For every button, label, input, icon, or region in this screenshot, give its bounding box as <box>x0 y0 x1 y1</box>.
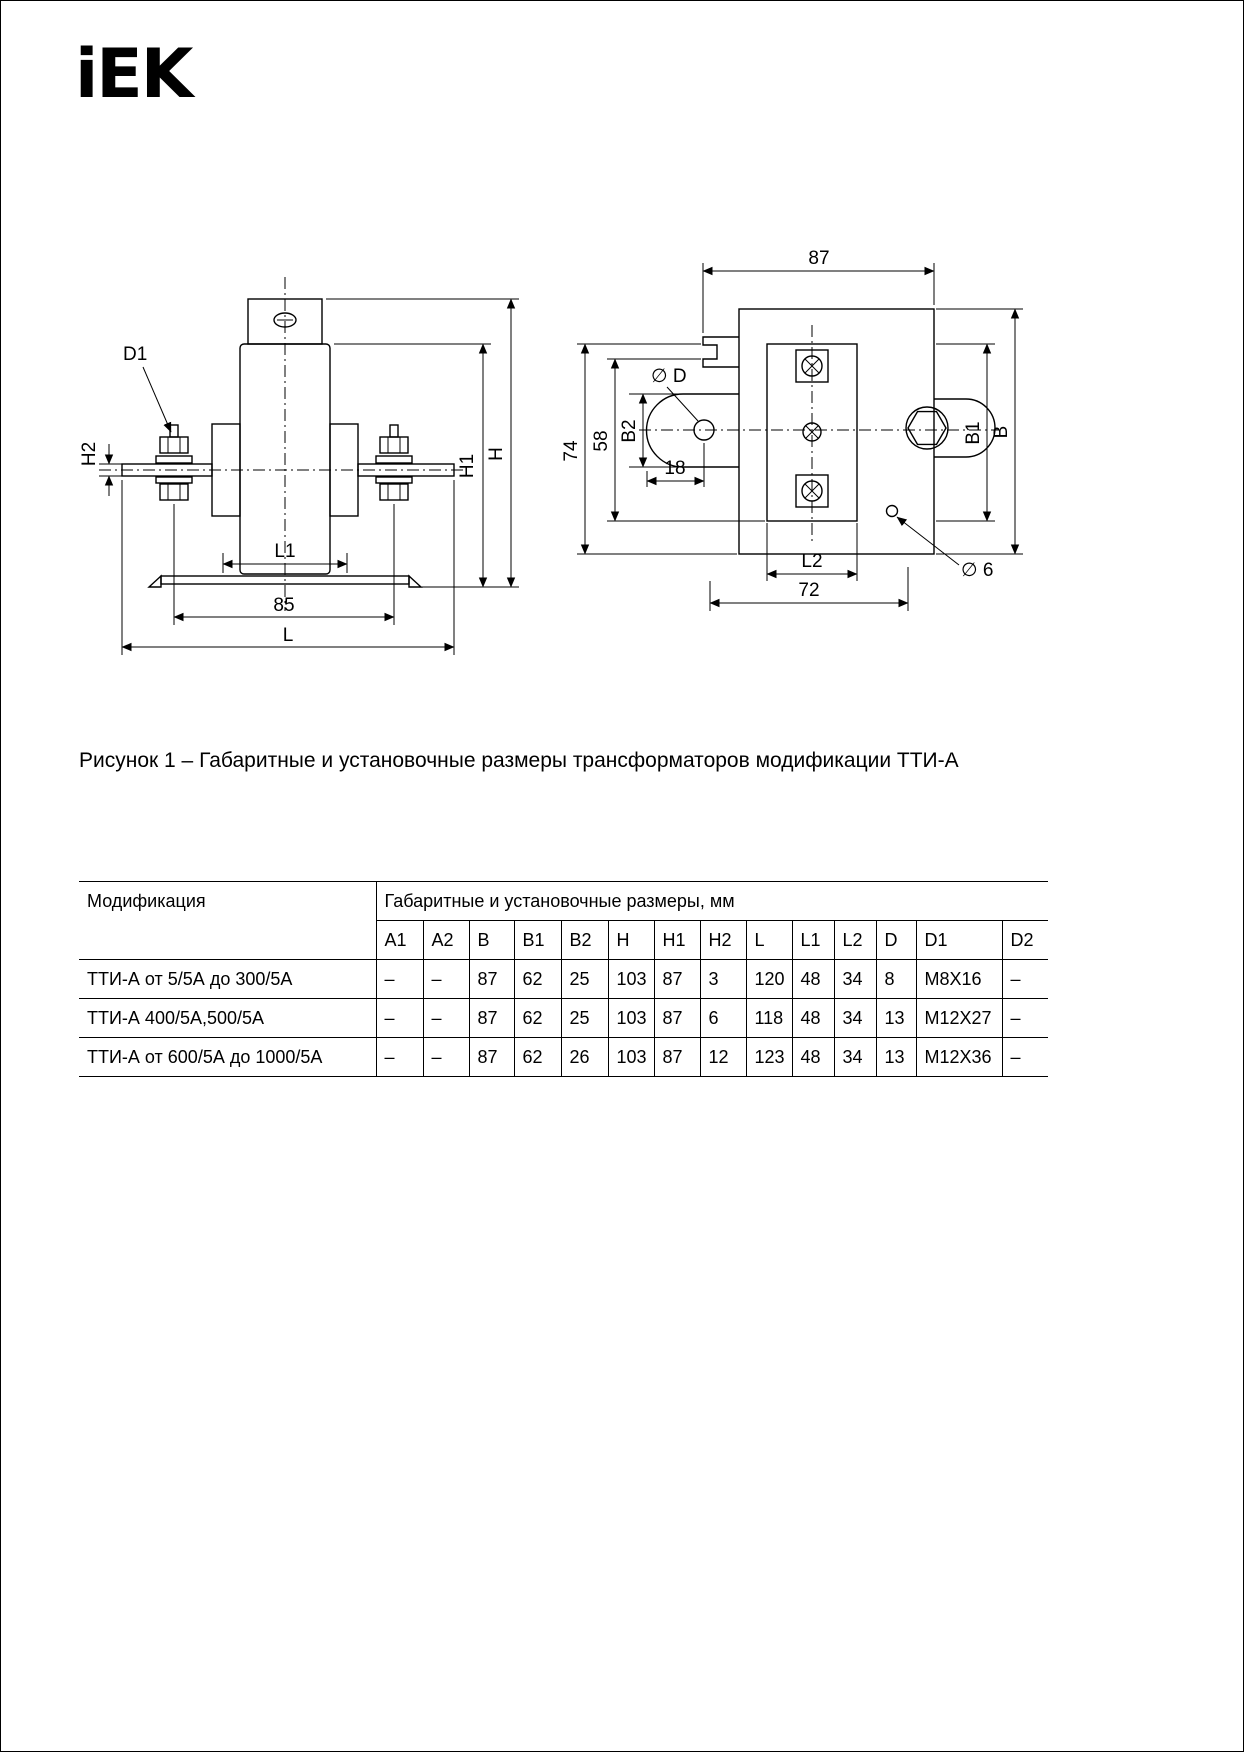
cell: 120 <box>746 960 792 999</box>
cell: 103 <box>608 999 654 1038</box>
cell: – <box>1002 960 1048 999</box>
label-h2: H2 <box>79 441 100 467</box>
label-h1: H1 <box>457 453 478 479</box>
dimensions-table <box>79 881 1048 1077</box>
cell: 62 <box>514 999 561 1038</box>
cell: – <box>1002 999 1048 1038</box>
col-h2: Н2 <box>700 921 746 960</box>
label-b1: B1 <box>963 421 984 445</box>
cell: – <box>423 999 469 1038</box>
cell: 62 <box>514 960 561 999</box>
col-d2: D2 <box>1002 921 1048 960</box>
cell: 13 <box>876 1038 916 1077</box>
cell: 48 <box>792 1038 834 1077</box>
side-view-dimensions <box>577 263 1023 611</box>
left-bolt <box>156 425 192 500</box>
hex-bolt <box>908 412 946 445</box>
col-b: В <box>469 921 514 960</box>
label-l2: L2 <box>801 551 823 572</box>
cell: 87 <box>469 960 514 999</box>
cell: 25 <box>561 960 608 999</box>
row-modification: ТТИ-А от 5/5А до 300/5А <box>79 960 376 999</box>
cell: – <box>423 960 469 999</box>
col-l2: L2 <box>834 921 876 960</box>
col-a1: А1 <box>376 921 423 960</box>
label-74: 74 <box>561 440 582 462</box>
label-72: 72 <box>798 580 820 601</box>
cell: 34 <box>834 1038 876 1077</box>
col-a2: А2 <box>423 921 469 960</box>
cell: 87 <box>469 1038 514 1077</box>
table-row <box>79 960 1048 999</box>
cell: – <box>376 999 423 1038</box>
col-l1: L1 <box>792 921 834 960</box>
label-d1: D1 <box>123 344 148 365</box>
cell: 87 <box>469 999 514 1038</box>
cell: М12Х27 <box>916 999 1002 1038</box>
label-18: 18 <box>664 458 686 479</box>
row-modification: ТТИ-А 400/5А,500/5А <box>79 999 376 1038</box>
side-body <box>739 309 934 554</box>
cell: 62 <box>514 1038 561 1077</box>
figure-caption: Рисунок 1 – Габаритные и установочные размеры трансформаторов модификации ТТИ-А <box>79 749 959 772</box>
cell: 87 <box>654 1038 700 1077</box>
header-dimensions-group: Габаритные и установочные размеры, мм <box>376 882 1048 921</box>
cell: 48 <box>792 960 834 999</box>
label-b: B <box>991 425 1012 439</box>
cell: 8 <box>876 960 916 999</box>
dimension-drawings <box>59 229 1119 679</box>
hex-bolt-circle <box>906 407 948 449</box>
label-l: L <box>282 625 294 646</box>
cell: 87 <box>654 960 700 999</box>
right-bolt <box>376 425 412 500</box>
label-l1: L1 <box>274 541 296 562</box>
iek-logo: iEK <box>75 35 192 114</box>
col-b2: В2 <box>561 921 608 960</box>
cell: 103 <box>608 1038 654 1077</box>
hole-6 <box>887 506 898 517</box>
col-h1: Н1 <box>654 921 700 960</box>
cell: 13 <box>876 999 916 1038</box>
cell: – <box>423 1038 469 1077</box>
col-l: L <box>746 921 792 960</box>
side-view <box>639 309 999 554</box>
cell: 48 <box>792 999 834 1038</box>
mounting-tab <box>703 337 739 367</box>
col-d: D <box>876 921 916 960</box>
label-87: 87 <box>808 248 830 269</box>
cell: 123 <box>746 1038 792 1077</box>
cell: 25 <box>561 999 608 1038</box>
cell: – <box>376 960 423 999</box>
cell: 118 <box>746 999 792 1038</box>
table-row <box>79 1038 1048 1077</box>
label-b2: B2 <box>619 419 640 443</box>
cell: 87 <box>654 999 700 1038</box>
cell: 26 <box>561 1038 608 1077</box>
col-b1: В1 <box>514 921 561 960</box>
cell: 103 <box>608 960 654 999</box>
label-85: 85 <box>273 595 295 616</box>
cell: 6 <box>700 999 746 1038</box>
header-modification: Модификация <box>79 882 376 960</box>
table-row <box>79 999 1048 1038</box>
cell: 12 <box>700 1038 746 1077</box>
cell: М12Х36 <box>916 1038 1002 1077</box>
col-d1: D1 <box>916 921 1002 960</box>
cell: – <box>1002 1038 1048 1077</box>
front-view-labels <box>79 344 507 646</box>
label-diam-d: ∅ D <box>651 366 687 387</box>
cell: 34 <box>834 999 876 1038</box>
col-h: Н <box>608 921 654 960</box>
cell: 34 <box>834 960 876 999</box>
label-58: 58 <box>591 430 612 452</box>
cell: М8Х16 <box>916 960 1002 999</box>
label-h: H <box>486 447 507 461</box>
cell: – <box>376 1038 423 1077</box>
label-diam-6: ∅ 6 <box>961 560 994 581</box>
row-modification: ТТИ-А от 600/5А до 1000/5А <box>79 1038 376 1077</box>
cell: 3 <box>700 960 746 999</box>
